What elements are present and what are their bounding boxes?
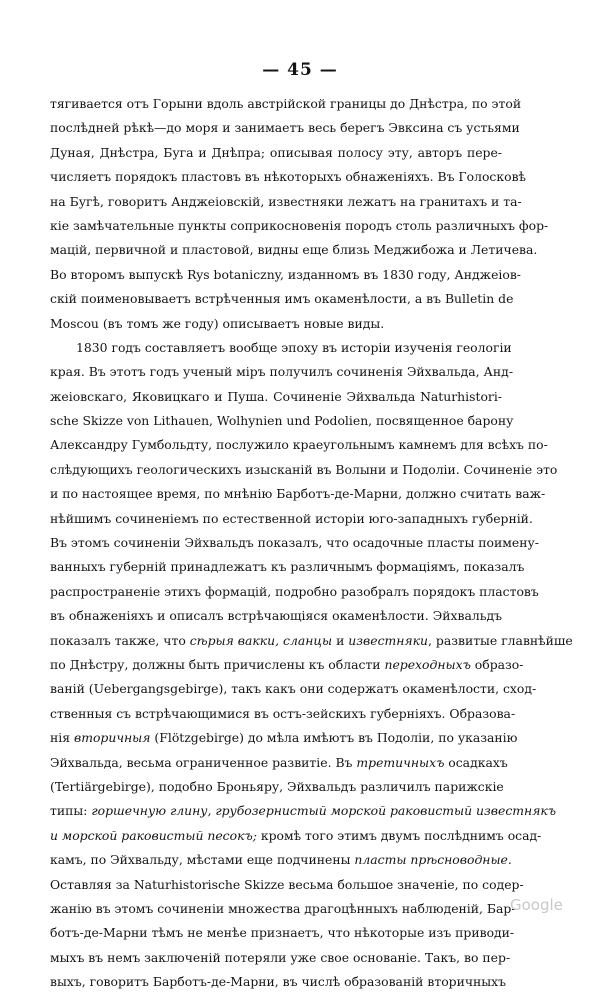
text-line: ваній (Uebergangsgebirge), такъ какъ они содержатъ окаменѣлости, сход- (50, 681, 537, 697)
text-line: въ обнаженіяхъ и описалъ встрѣчающіяся окаменѣлости. Эйхвальдъ (50, 608, 502, 624)
text-line: Въ этомъ сочиненіи Эйхвальдъ показалъ, что осадочные пласты поимену- (50, 535, 539, 551)
google-watermark: Google (510, 896, 563, 914)
text-line: жеіовскаго, Яковицкаго и Пуша. Сочиненіе Эйхвальда Naturhistori- (50, 388, 502, 404)
text-line: sche Skizze von Lithauen, Wolhynien und Podolien, посвященное барону (50, 413, 514, 429)
text-line: мацій, первичной и пластовой, видны еще близь Меджибожа и Летичева. (50, 242, 538, 258)
text-line: края. Въ этотъ годъ ученый міръ получилъ сочиненія Эйхвальда, Анд- (50, 364, 514, 380)
text-line: ственныя съ встрѣчающимися въ остъ-зейскихъ губерніяхъ. Образова- (50, 705, 516, 721)
text-line: выхъ, говоритъ Барботъ-де-Марни, въ числѣ образованій вторичныхъ (50, 974, 507, 990)
text-line: показалъ также, что сѣрыя вакки, сланцы и известняки, развитые главнѣйше (50, 632, 573, 648)
text-line: 1830 годъ составляетъ вообще эпоху въ исторіи изученія геологіи (76, 339, 512, 355)
text-line: и по настоящее время, по мнѣнію Барботъ-де-Марни, должно считать важ- (50, 486, 546, 502)
text-line: (Tertiärgebirge), подобно Броньяру, Эйхвальдъ различилъ парижскіе (50, 778, 504, 794)
text-line: Александру Гумбольдту, послужило краеугольнымъ камнемъ для всѣхъ по- (50, 437, 548, 453)
text-line: послѣдней рѣкѣ—до моря и занимаетъ весь берегъ Эвксина съ устьями (50, 120, 520, 136)
text-line: Эйхвальда, весьма ограниченное развитіе. Въ третичныхъ осадкахъ (50, 754, 508, 770)
text-line: слѣдующихъ геологическихъ изысканій въ Волыни и Подоліи. Сочиненіе это (50, 461, 558, 477)
text-line: Оставляя за Naturhistorische Skizze весьма большое значеніе, по содер- (50, 876, 524, 892)
text-line: на Бугѣ, говоритъ Анджеіовскій, известняки лежатъ на гранитахъ и та- (50, 193, 522, 209)
page-number: — 45 — (262, 60, 338, 80)
text-line: Во второмъ выпускѣ Rys botaniczny, изданномъ въ 1830 году, Анджеіов- (50, 266, 521, 282)
text-line: камъ, по Эйхвальду, мѣстами еще подчинены пласты прѣсноводные. (50, 852, 512, 868)
text-line: ванныхъ губерній принадлежатъ къ различнымъ формаціямъ, показалъ (50, 559, 525, 575)
text-line: тягивается отъ Горыни вдоль австрійской границы до Днѣстра, по этой (50, 96, 522, 111)
text-line: по Днѣстру, должны быть причислены къ области переходныхъ образо- (50, 656, 524, 672)
text-line: скій поименовываетъ встрѣченныя имъ окаменѣлости, а въ Bulletin de (50, 291, 514, 307)
text-line: нѣйшимъ сочиненіемъ по естественной исторіи юго-западныхъ губерній. (50, 510, 533, 526)
text-line: нія вторичныя (Flötzgebirge) до мѣла имѣютъ въ Подоліи, по указанію (50, 730, 518, 746)
text-line: Дуная, Днѣстра, Буга и Днѣпра; описывая полосу эту, авторъ пере- (50, 144, 502, 160)
text-line: кіе замѣчательные пункты соприкосновенія породъ столь различныхъ фор- (50, 217, 549, 233)
text-line: Moscou (въ томъ же году) описываетъ новые виды. (50, 315, 385, 331)
text-line: числяетъ порядокъ пластовъ въ нѣкоторыхъ обнаженіяхъ. Въ Голосковѣ (50, 169, 527, 185)
text-line: мыхъ въ немъ заключеній потеряли уже свое основаніе. Такъ, во пер- (50, 949, 511, 965)
text-line: жанію въ этомъ сочиненіи множества драгоцѣнныхъ наблюденій, Бар- (50, 900, 516, 916)
text-line: типы: горшечную глину, грубозернистый морской раковистый известнякъ (50, 803, 557, 819)
text-line: распространеніе этихъ формацій, подробно разобралъ порядокъ пластовъ (50, 583, 539, 599)
text-line: ботъ-де-Марни тѣмъ не менѣе признаетъ, что нѣкоторые изъ приводи- (50, 925, 515, 941)
text-line: и морской раковистый песокъ; кромѣ того этимъ двумъ послѣднимъ осад- (50, 827, 542, 843)
